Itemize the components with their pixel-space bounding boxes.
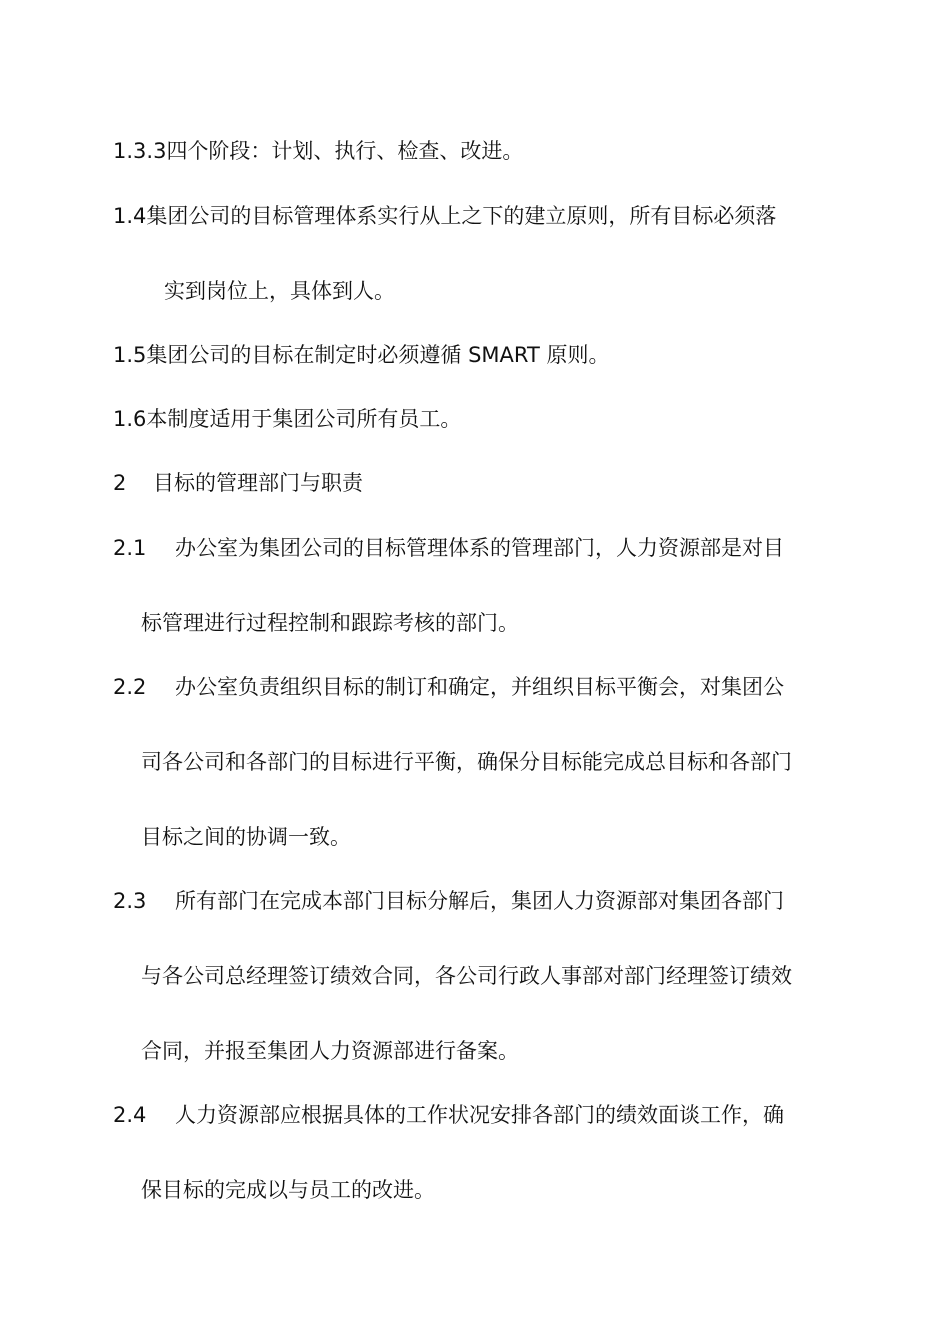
clause-2-4-continuation	[141, 1175, 435, 1205]
clause-number: 2.4	[113, 1103, 147, 1127]
clause-text: 人力资源部应根据具体的工作状况安排各部门的绩效面谈工作，确	[175, 1103, 784, 1127]
section-number: 2	[113, 471, 127, 495]
clause-2-4	[113, 1100, 784, 1130]
clause-number: 1.3.3	[113, 139, 167, 163]
clause-2-2-continuation-1	[141, 747, 792, 777]
clause-text: 办公室为集团公司的目标管理体系的管理部门，人力资源部是对目	[175, 536, 784, 560]
clause-text: 司各公司和各部门的目标进行平衡，确保分目标能完成总目标和各部门	[141, 750, 792, 774]
clause-text: 合同，并报至集团人力资源部进行备案。	[141, 1039, 519, 1063]
clause-2-3	[113, 886, 784, 916]
clause-number: 2.3	[113, 889, 147, 913]
clause-number: 1.5	[113, 343, 147, 367]
clause-text: 实到岗位上，具体到人。	[164, 279, 395, 303]
clause-number: 2.1	[113, 536, 147, 560]
clause-1-3-3	[113, 136, 523, 166]
clause-text: 保目标的完成以与员工的改进。	[141, 1178, 435, 1202]
clause-text: 目标之间的协调一致。	[141, 825, 351, 849]
clause-2-1	[113, 533, 784, 563]
clause-text: 本制度适用于集团公司所有员工。	[146, 407, 462, 431]
clause-1-5	[113, 340, 609, 370]
clause-text: 办公室负责组织目标的制订和确定，并组织目标平衡会，对集团公	[175, 675, 784, 699]
clause-2-3-continuation-1	[141, 961, 792, 991]
clause-1-6	[113, 404, 461, 434]
section-2-heading	[113, 468, 363, 498]
clause-text: 集团公司的目标管理体系实行从上之下的建立原则，所有目标必须落	[146, 204, 777, 228]
clause-text: 集团公司的目标在制定时必须遵循 SMART 原则。	[146, 343, 610, 367]
clause-number: 1.4	[113, 204, 147, 228]
clause-2-1-continuation	[141, 608, 519, 638]
clause-number: 2.2	[113, 675, 147, 699]
clause-2-2	[113, 672, 784, 702]
clause-1-4-continuation	[164, 276, 395, 306]
clause-text: 标管理进行过程控制和跟踪考核的部门。	[141, 611, 519, 635]
clause-2-2-continuation-2	[141, 822, 351, 852]
clause-2-3-continuation-2	[141, 1036, 519, 1066]
clause-text: 所有部门在完成本部门目标分解后，集团人力资源部对集团各部门	[175, 889, 784, 913]
clause-number: 1.6	[113, 407, 147, 431]
clause-text: 与各公司总经理签订绩效合同，各公司行政人事部对部门经理签订绩效	[141, 964, 792, 988]
clause-text: 四个阶段：计划、执行、检查、改进。	[166, 139, 524, 163]
section-title: 目标的管理部门与职责	[153, 471, 363, 495]
clause-1-4	[113, 201, 776, 231]
